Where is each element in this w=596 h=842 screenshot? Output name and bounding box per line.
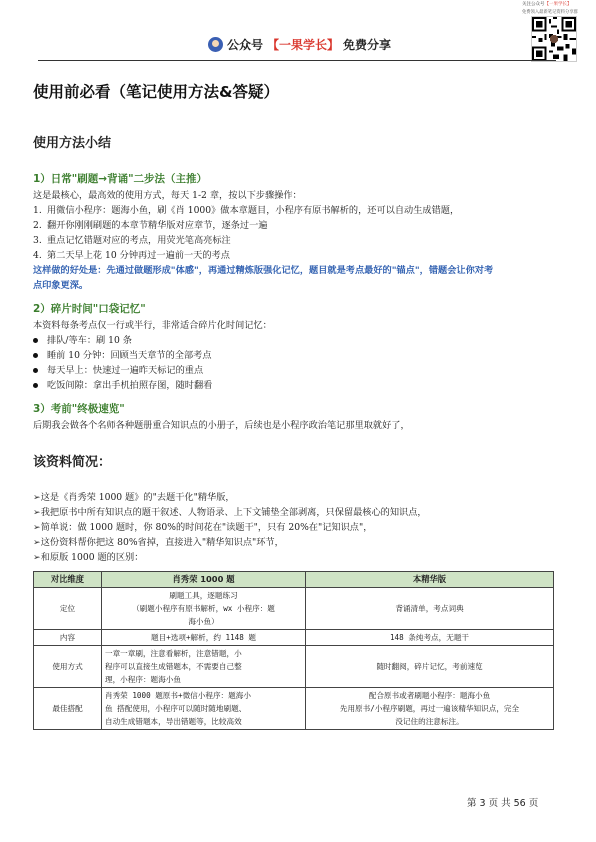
cell-line: 刷题工具，逐题练习 [169, 591, 238, 600]
table-row [34, 588, 554, 630]
arrow-text: 简单说：做 1000 题时，你 80%的时间花在"读题干"，只有 20%在"记知识点"， [40, 522, 373, 533]
bullet-item [33, 363, 563, 378]
subsection-intro-1: 这是最核心，最高效的使用方式，每天 1-2 章，按以下步骤操作： [33, 190, 302, 201]
bullet-item [33, 333, 563, 348]
bullet-icon [33, 378, 47, 393]
table-cell-original [102, 630, 306, 646]
cell-line: 程序可以直接生成错题本，不需要自己整 [105, 662, 242, 671]
table-header: 肖秀荣 1000 题 [102, 572, 306, 588]
arrow-icon: ➢ [33, 552, 41, 563]
table-cell-dimension: 内容 [34, 630, 102, 646]
arrow-text: 这份资料帮你把这 80%省掉，直接进入"精华知识点"环节， [40, 537, 284, 548]
table-cell-dimension: 使用方式 [34, 646, 102, 688]
cell-line: 没记住的注意标注。 [395, 717, 464, 726]
list-item [33, 233, 563, 248]
cell-line: 肖秀荣 1000 题原书+微信小程序：题海小 [105, 691, 251, 700]
arrow-item [33, 490, 563, 505]
brand-line [208, 36, 391, 53]
arrow-item [33, 535, 563, 550]
brand-highlight: 【一果学长】 [267, 38, 340, 52]
list-number: 1. [33, 205, 42, 216]
list-text: 重点记忆错题对应的考点，用荧光笔高亮标注 [47, 235, 231, 246]
arrow-item [33, 505, 563, 520]
subsection-title-2: 2）碎片时间"口袋记忆" [33, 303, 146, 315]
highlight-note-line: 这样做的好处是：先通过做题形成"体感"，再通过精炼版强化记忆，题目就是考点最好的"锚点"，错题会让你对考 [33, 265, 494, 276]
cell-line: 一章一章刷，注意看解析，注意错题，小 [105, 649, 242, 658]
list-item [33, 203, 563, 218]
list-text: 翻开你刚刚刷题的本章节精华版对应章节，逐条过一遍 [47, 220, 268, 231]
subsection-title-1: 1）日常"刷题→背诵"二步法（主推） [33, 173, 208, 185]
arrow-text: 我把原书中所有知识点的题干叙述、人物语录、上下文铺垫全部剥离，只保留最核心的知识点， [40, 507, 427, 518]
brand-prefix: 公众号 [227, 38, 264, 52]
table-cell-dimension: 最佳搭配 [34, 688, 102, 730]
bullet-icon [33, 333, 47, 348]
cell-line: 鱼 搭配使用，小程序可以随时随地刷题、 [105, 704, 247, 713]
table-cell-dimension: 定位 [34, 588, 102, 630]
list-text: 用微信小程序：题海小鱼，刷《肖 1000》做本章题目，小程序有原书解析的，还可以自动生成错题， [47, 205, 460, 216]
table-cell-original [102, 588, 306, 630]
subsection-title-3: 3）考前"终极速览" [33, 403, 125, 415]
table-header: 对比维度 [34, 572, 102, 588]
highlight-note-line: 点印象更深。 [33, 280, 89, 291]
bullet-text: 吃饭间隙：拿出手机拍照存图，随时翻看 [47, 380, 213, 391]
bullet-text: 排队/等车：刷 10 条 [47, 335, 132, 346]
table-cell-essence [306, 588, 554, 630]
cell-line: 题目+选项+解析，约 1148 题 [151, 633, 256, 642]
bullet-item [33, 378, 563, 393]
list-text: 第二天早上花 10 分钟再过一遍前一天的考点 [47, 250, 230, 261]
cell-line: 海小鱼） [188, 617, 219, 626]
arrow-icon: ➢ [33, 522, 41, 533]
header-divider [38, 60, 556, 61]
table-header-row [34, 572, 554, 588]
bullet-text: 每天早上：快速过一遍昨天标记的重点 [47, 365, 204, 376]
arrow-icon: ➢ [33, 492, 41, 503]
table-cell-essence [306, 630, 554, 646]
cell-line: 148 条纯考点，无题干 [389, 633, 470, 642]
cell-line: 自动生成错题本，导出错题等，比较高效 [105, 717, 242, 726]
page-header [0, 0, 596, 60]
cell-line: （刷题小程序有原书解析，wx 小程序：题 [132, 604, 275, 613]
page-number: 第 3 页 共 56 页 [467, 798, 539, 809]
list-number: 2. [33, 220, 42, 231]
brand-suffix: 免费分享 [343, 38, 392, 52]
subsection-text-3: 后期我会做各个名师各种题册重合知识点的小册子，后续也是小程序政治笔记那里取就好了， [33, 420, 410, 431]
cell-line: 配合原书或者刷题小程序：题海小鱼 [368, 691, 491, 700]
page-title: 使用前必看（笔记使用方法&答疑） [33, 83, 280, 101]
arrow-icon: ➢ [33, 507, 41, 518]
qr-code-icon [531, 16, 577, 62]
list-number: 4. [33, 250, 42, 261]
bullet-item [33, 348, 563, 363]
section-title-overview: 该资料简况： [33, 455, 112, 470]
bullet-text: 睡前 10 分钟：回顾当天章节的全部考点 [47, 350, 212, 361]
cell-line: 理，小程序：题海小鱼 [105, 675, 181, 684]
table-cell-original [102, 646, 306, 688]
qr-caption-prefix: 关注公众号 [522, 2, 545, 7]
cell-line: 背诵清单，考点词典 [395, 604, 464, 613]
list-item [33, 248, 563, 263]
section-title-usage: 使用方法小结 [33, 136, 112, 151]
cell-line: 先用原书/小程序刷题，再过一遍该精华知识点，完全 [339, 704, 520, 713]
bullet-icon [33, 363, 47, 378]
table-row [34, 688, 554, 730]
arrow-text: 和原版 1000 题的区别： [40, 552, 144, 563]
qr-caption [522, 2, 572, 8]
arrow-item [33, 550, 563, 565]
table-cell-essence [306, 688, 554, 730]
arrow-text: 这是《肖秀荣 1000 题》的"去题干化"精华版， [40, 492, 235, 503]
avatar-icon [208, 37, 223, 52]
arrow-item [33, 520, 563, 535]
arrow-icon: ➢ [33, 537, 41, 548]
cell-line: 随时翻阅，碎片记忆，考前速览 [376, 662, 483, 671]
list-item [33, 218, 563, 233]
list-number: 3. [33, 235, 42, 246]
subsection-intro-2: 本资料每条考点仅一行或半行，非常适合碎片化时间记忆： [33, 320, 272, 331]
qr-caption-line2: 免费领入最新笔记资料分享群 [522, 10, 578, 15]
comparison-table [33, 571, 554, 730]
table-cell-original [102, 688, 306, 730]
table-row [34, 630, 554, 646]
qr-caption-highlight: 【一果学长】 [544, 2, 572, 7]
table-cell-essence [306, 646, 554, 688]
table-row [34, 646, 554, 688]
page-content [33, 80, 563, 730]
bullet-icon [33, 348, 47, 363]
table-header: 本精华版 [306, 572, 554, 588]
